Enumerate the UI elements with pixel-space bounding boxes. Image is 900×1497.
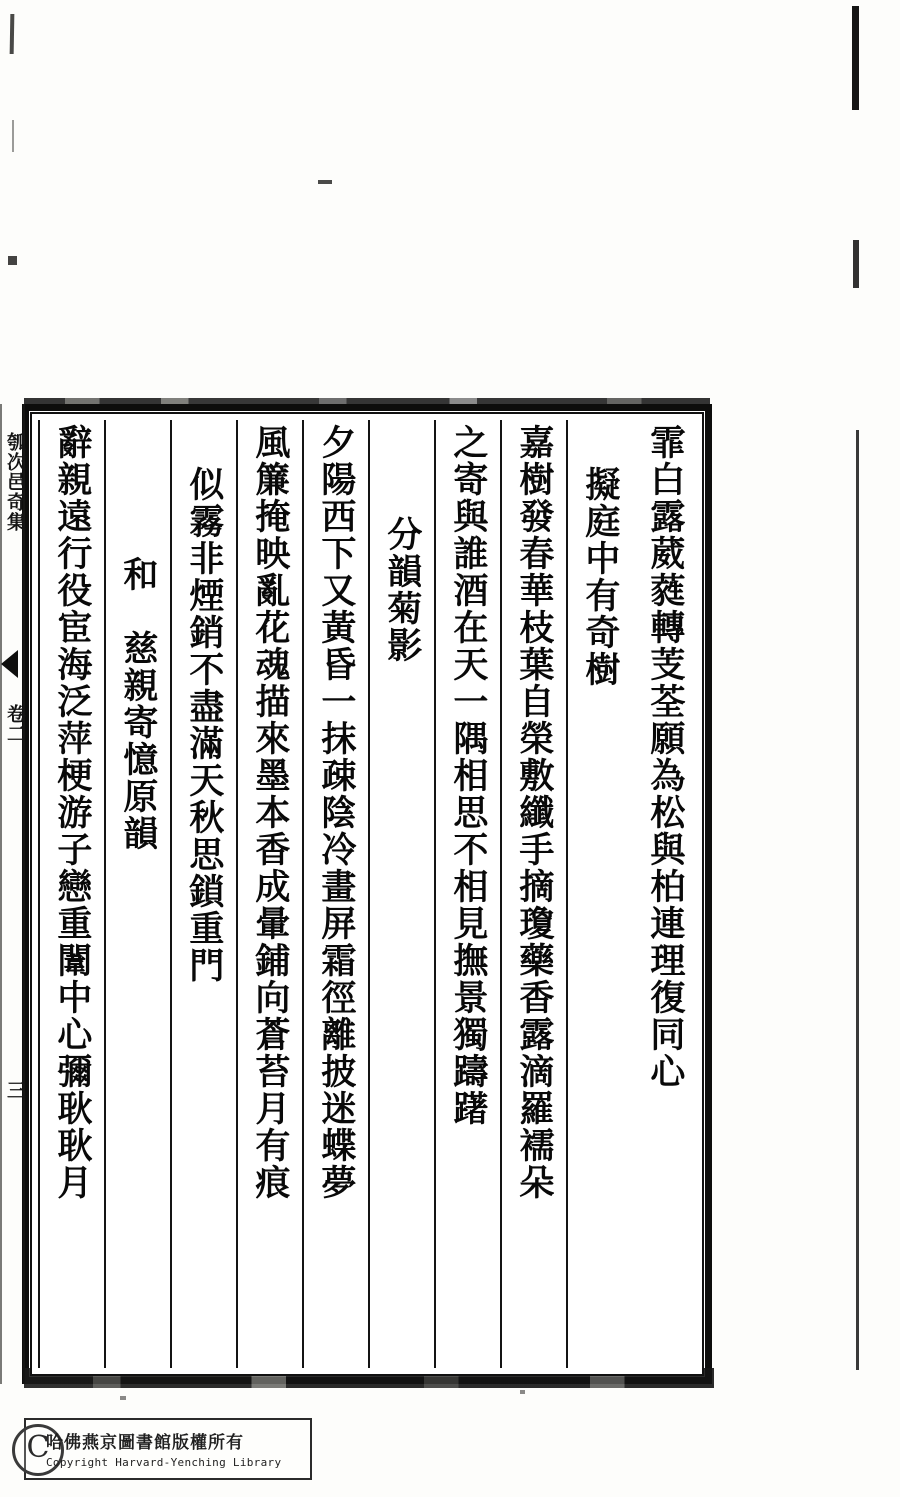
text-column-6	[302, 420, 368, 1368]
ink-mark-right-bar	[852, 6, 859, 110]
text-column-4	[434, 420, 500, 1368]
text-column-10	[38, 420, 104, 1368]
text-columns	[32, 414, 702, 1374]
column-line: 辭親遠行役宦海泛萍梗游子戀重闈中心彌耿耿月	[51, 424, 93, 1201]
margin-rule-outer	[0, 404, 2, 1384]
ink-mark-top-center	[318, 180, 332, 184]
fish-tail-ornament	[1, 650, 18, 678]
column-line: 夕陽西下又黃昏一抹疎陰冷畫屏霜徑離披迷蝶夢	[315, 424, 357, 1201]
folio-number: 三	[4, 1080, 26, 1100]
text-column-7	[236, 420, 302, 1368]
page-edge-rule	[856, 430, 859, 1370]
speckle	[120, 1396, 126, 1400]
speckle	[520, 1390, 525, 1394]
ink-mark-right-bar-2	[853, 240, 859, 288]
column-line: 擬庭中有奇樹	[579, 466, 621, 688]
library-stamp-english: Copyright Harvard-Yenching Library	[46, 1456, 282, 1469]
text-column-3	[500, 420, 566, 1368]
column-line: 風簾掩映亂花魂描來墨本香成暈鋪向蒼苔月有痕	[249, 424, 291, 1201]
volume-label: 卷二	[4, 704, 26, 744]
column-line: 嘉樹發春華枝葉自榮敷纖手摘瓊藥香露滴羅襦朵	[513, 424, 555, 1201]
copyright-icon: C	[12, 1424, 64, 1476]
text-column-5	[368, 420, 434, 1368]
text-column-1	[632, 420, 698, 1368]
library-stamp-chinese: 哈佛燕京圖書館版權所有	[46, 1433, 244, 1453]
margin-strip	[0, 404, 26, 1384]
text-column-9	[104, 420, 170, 1368]
margin-rule-inner	[23, 404, 25, 1384]
ink-mark-top-left-2	[12, 120, 14, 152]
column-line: 分韻菊影	[381, 516, 423, 664]
column-line: 霏白露葳蕤轉芰荃願為松與柏連理復同心	[644, 424, 686, 1090]
column-line: 似霧非煙銷不盡滿天秋思鎖重門	[183, 466, 225, 984]
running-title: 瓠次邑奇集	[4, 432, 26, 532]
column-line: 和 慈親寄憶原韻	[117, 556, 159, 852]
column-line: 之寄與誰酒在天一隅相思不相見撫景獨躊躇	[447, 424, 489, 1127]
ink-mark-top-left	[10, 14, 15, 54]
text-column-8	[170, 420, 236, 1368]
text-column-2	[566, 420, 632, 1368]
text-block	[30, 412, 704, 1376]
ink-mark-left-dot	[8, 256, 17, 265]
